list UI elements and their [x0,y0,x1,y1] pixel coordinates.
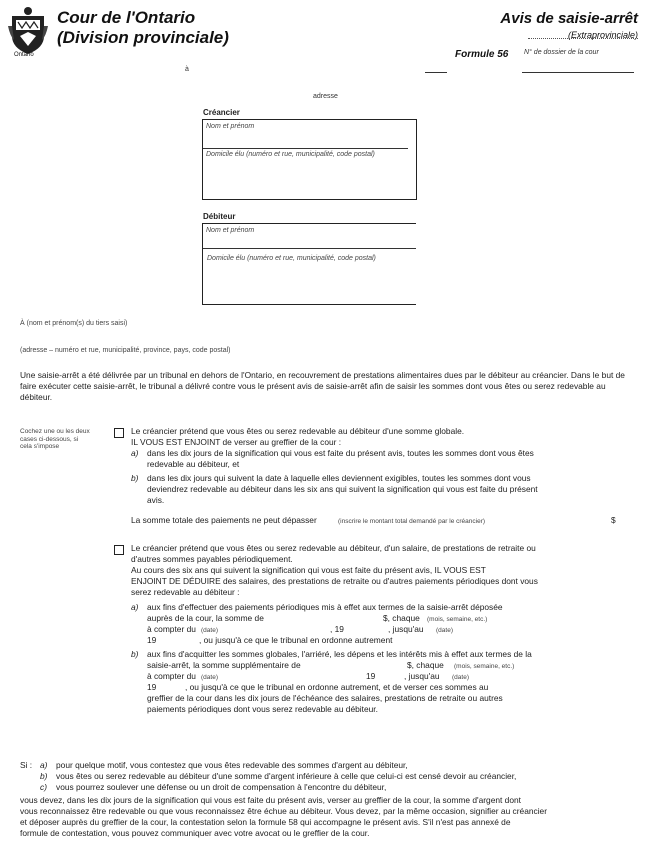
debtor-section-label: Débiteur [203,212,236,221]
ontario-crest-icon [8,6,48,56]
option2-b1: aux fins d'acquitter les sommes globales, l'arriéré, les dépens et les intérêts mis à effet aux termes de la [147,649,532,659]
option2-b3e: (date) [452,674,469,681]
debtor-box[interactable] [202,223,416,305]
total-limit-note: (inscrire le montant total demandé par le créancier) [338,518,486,525]
to-label: à [185,66,189,73]
court-division: (Division provinciale) [57,28,229,47]
option2-a3c: , 19 [330,624,344,634]
option2-a3d: , jusqu'au [388,624,424,634]
court-file-number-field[interactable] [522,72,634,73]
ontario-label: Ontario [14,52,34,58]
garnishee-address-label: (adresse – numéro et rue, municipalité, province, pays, code postal) [20,347,231,354]
option2-line3: Au cours des six ans qui suivent la signification qui vous est faite du présent avis, IL VOUS EST [131,565,486,575]
option2-a2a: auprès de la cour, la somme de [147,613,264,623]
option2-a-mark: a) [131,602,139,612]
option2-b4b: , ou jusqu'à ce que le tribunal en ordonne autrement, et de verser ces sommes au [185,682,489,692]
option2-b2c: (mois, semaine, etc.) [454,663,515,670]
option2-line5: serez redevable au débiteur : [131,587,240,597]
debtor-address-label: Domicile élu (numéro et rue, municipalité, code postal) [207,255,376,262]
total-currency: $ [611,515,616,525]
option2-a2c: (mois, semaine, etc.) [427,616,488,623]
option2-a3a: à compter du [147,624,196,634]
creditor-box[interactable] [202,119,417,200]
dotted-divider [528,38,638,39]
option2-a3e: (date) [436,627,453,634]
option1-a-text2: redevable au débiteur, et [147,459,240,469]
option2-b6: paiements périodiques dont vous serez redevable au débiteur. [147,704,378,714]
garnishee-name-label: À (nom et prénom(s) du tiers saisi) [20,320,128,327]
creditor-address-label: Domicile élu (numéro et rue, municipalité, code postal) [206,151,375,158]
footer-c-mark: c) [40,782,47,792]
footer-p4: formule de contestation, vous pouvez communiquer avec votre avocat ou le greffier de la cour. [20,828,370,838]
option2-a3b: (date) [201,627,218,634]
footer-a-mark: a) [40,760,48,770]
form-number: Formule 56 [455,49,509,60]
creditor-name-line [203,148,408,149]
total-limit-label: La somme totale des paiements ne peut dépasser [131,515,317,525]
option2-a2b: $, chaque [383,613,420,623]
option1-a-mark: a) [131,448,139,458]
option1-line2: IL VOUS EST ENJOINT de verser au greffier de la cour : [131,437,342,447]
option2-line4: ENJOINT DE DÉDUIRE des salaires, des prestations de retraite ou d'autres paiements périodiques dont vous [131,576,538,586]
option2-b3b: (date) [201,674,218,681]
file-prefix-field[interactable] [425,72,447,73]
footer-b-mark: b) [40,771,48,781]
option1-b-text3: avis. [147,495,165,505]
footer-p2: vous reconnaissez être redevable ou que vous reconnaissez être échue au débiteur. Vous devez, par la même occasion, signifier au créancier [20,806,548,816]
footer-a-text: pour quelque motif, vous contestez que vous êtes redevable des sommes d'argent au débiteur, [56,760,408,770]
debtor-name-line [203,248,416,249]
court-name: Cour de l'Ontario [57,8,196,27]
periodic-checkbox[interactable] [114,545,124,555]
checkbox-instruction: Cochez une ou les deux cases ci-dessous, si cela s'impose [20,428,90,450]
option2-b4a: 19 [147,682,157,692]
court-file-number-label: N° de dossier de la cour [524,49,599,56]
lump-sum-checkbox[interactable] [114,428,124,438]
option2-line1: Le créancier prétend que vous êtes ou serez redevable au débiteur, d'un salaire, de prestations de retraite ou [131,543,536,553]
footer-b-text: vous êtes ou serez redevable au débiteur d'une somme d'argent inférieure à celle que celui-ci est censé devoir au créancier, [56,771,517,781]
option1-a-text1: dans les dix jours de la signification qui vous est faite du présent avis, toutes les sommes dont vous êtes [147,448,534,458]
option1-b-mark: b) [131,473,139,483]
option2-b3c: 19 [366,671,376,681]
court-address-label: adresse [313,93,338,100]
option2-a1: aux fins d'effectuer des paiements périodiques mis à effet aux termes de la saisie-arrêt déposée [147,602,503,612]
form-subtitle: (Extraprovinciale) [567,30,638,40]
option2-b-mark: b) [131,649,139,659]
option2-b2b: $, chaque [407,660,444,670]
option2-b5: greffier de la cour dans les dix jours de l'échéance des salaires, prestations de retraite ou autres [147,693,503,703]
footer-p3: et déposer auprès du greffier de la cour, la contestation selon la formule 58 qui accompagne le présent avis. S'il n'est pas annexé de [20,817,511,827]
option2-b2a: saisie-arrêt, la somme supplémentaire de [147,660,301,670]
option2-b3a: à compter du [147,671,196,681]
intro-paragraph: Une saisie-arrêt a été délivrée par un tribunal en dehors de l'Ontario, en recouvrement de prestations alimentaires dues par le débiteur au créancier. Dans le but de faire exécuter cette saisie-arrêt, le tribunal a délivré contre vous le présent avis de saisie-arrêt afin de saisir les sommes dont vous êtes ou serez redevable au débiteur. [20,370,625,402]
option1-line1: Le créancier prétend que vous êtes ou serez redevable au débiteur d'une somme globale. [131,426,465,436]
creditor-name-label: Nom et prénom [206,123,255,130]
option2-a4a: 19 [147,635,157,645]
creditor-section-label: Créancier [203,108,240,117]
debtor-name-label: Nom et prénom [206,227,255,234]
footer-c-text: vous pourrez soulever une défense ou un droit de compensation à l'encontre du débiteur, [56,782,387,792]
option1-b-text1: dans les dix jours qui suivent la date à laquelle elles deviennent exigibles, toutes les sommes dont vous [147,473,531,483]
option2-line2: d'autres sommes payables périodiquement. [131,554,293,564]
footer-p1: vous devez, dans les dix jours de la signification qui vous est faite du présent avis, verser au greffier de la cour, la somme d'argent dont [20,795,521,805]
form-title: Avis de saisie-arrêt [500,10,638,27]
option2-b3d: , jusqu'au [404,671,440,681]
option2-a4b: , ou jusqu'à ce que le tribunal en ordonne autrement [199,635,393,645]
option1-b-text2: deviendrez redevable au débiteur dans les six ans qui suivent la signification qui vous est faite du présent [147,484,538,494]
footer-si: Si : [20,760,33,770]
